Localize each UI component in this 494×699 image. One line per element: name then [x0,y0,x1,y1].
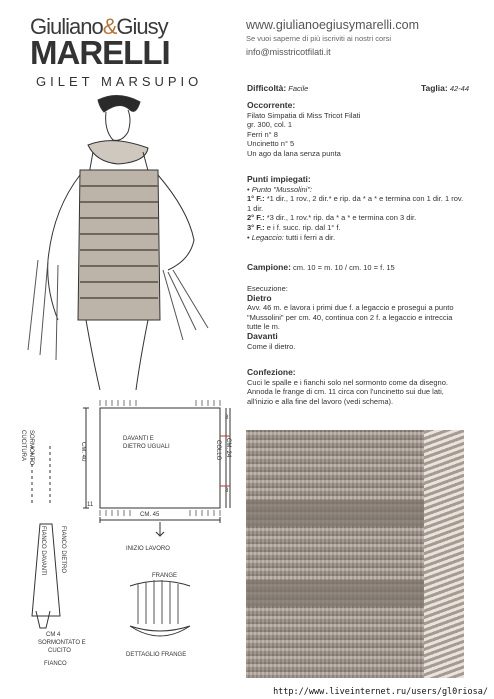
occorrente-section [247,101,469,159]
difficulty-row: Difficoltà: Facile Taglia: 42-44 [247,83,469,93]
sormonto-label: SORMONTO [28,430,34,466]
cucito-label: CUCITO [48,648,71,654]
panel-label-1: DAVANTI E [123,436,154,442]
sormontato-label: SORMONTATO E [38,640,86,646]
fianco-dietro-label: FIANCO DIETRO [60,526,66,574]
occorrente-title: Occorrente: [247,100,296,110]
measure-8b: 8 [225,488,229,494]
cm4-label: CM 4 [46,632,61,638]
occorrente-line: gr. 300, col. 1 [247,120,293,130]
email-link[interactable]: info@misstricotfilati.it [246,47,331,57]
height-measure: CM. 40 [80,442,86,462]
footer-url[interactable]: http://www.liveinternet.ru/users/gl0riosa/ [273,687,488,697]
confezione-section: Confezione: Cuci le spalle e i fianchi solo nel sormonto come da disegno. Annoda le frange di cm. 11 circa con l'uncinetto sui due lati, all'inizio e alla fine del lavoro (vedi schema). [247,367,448,406]
cucitura-label: CUCITURA [20,430,26,461]
website-link[interactable]: www.giulianoegiusymarelli.com [246,18,419,32]
campione-row: Campione: cm. 10 = m. 10 / cm. 10 = f. 15 [247,262,395,272]
contact-subtitle: Se vuoi saperne di più iscriviti ai nostri corsi [246,34,392,43]
punto-name: Punto "Mussolini": [251,184,313,194]
collo-label: COLLO [215,440,221,461]
width-measure: CM. 45 [140,512,160,518]
model-illustration [18,90,228,390]
punti-section: Punti impiegati: • Punto "Mussolini": 1° F.: *1 dir., 1 rov., 2 dir.* e rip. da * a * e termina con 1 dir. 1 rov. 1 dir. 2° F.: *3 dir., 1 rov.* rip. da * a * e termina con 3 dir. 3° F.: e i f. succ. rip. dal 1° f. • Legaccio: tutti i ferri a dir. [247,175,469,242]
brand-logo: MARELLI [30,34,170,71]
panel-label-2: DIETRO UGUALI [123,444,170,450]
esecuzione-section: Esecuzione: Dietro Avv. 46 m. e lavora i primi due f. a legaccio e prosegui a punto "Mussolini" per cm. 40, continua con 2 f. a legaccio e intreccia tutte le m. Davanti Come il dietro. [247,284,454,351]
occorrente-line: Un ago da lana senza punta [247,148,341,158]
dettaglio-frange-label: DETTAGLIO FRANGE [126,652,187,658]
inizio-lavoro: INIZIO LAVORO [126,546,170,552]
measure-11: 11 [87,502,94,508]
occorrente-line: Filato Simpatia di Miss Tricot Filati [247,110,361,120]
fianco-davanti-label: FIANCO DAVANTI [40,526,46,576]
product-title: GILET MARSUPIO [36,74,203,89]
brand-line-1: Giuliano&Giusy [30,14,168,39]
fianco-label: FIANCO [44,661,67,667]
punti-title: Punti impiegati: [247,174,311,184]
side-measure: CM. 24 [225,438,231,458]
frange-label: FRANGE [152,573,178,579]
knit-photo [246,430,464,678]
occorrente-line: Uncinetto n° 5 [247,139,295,149]
measure-8a: 8 [225,415,229,421]
occorrente-line: Ferri n° 8 [247,129,278,139]
